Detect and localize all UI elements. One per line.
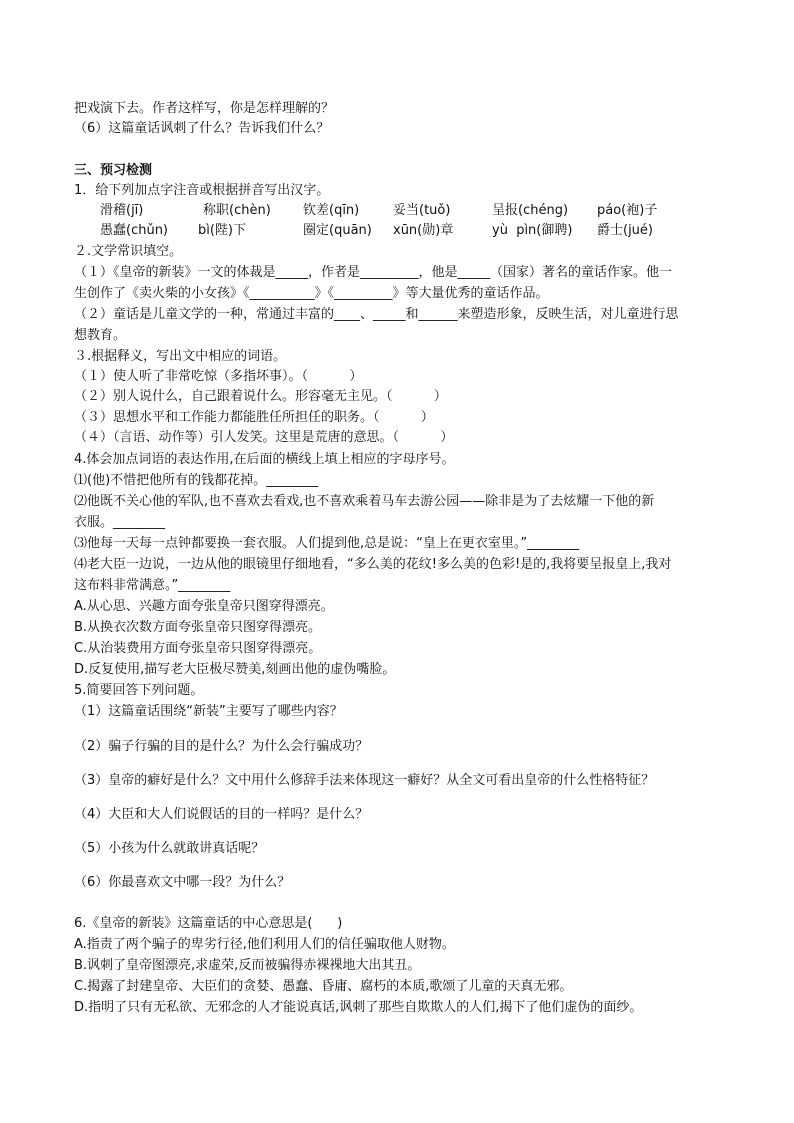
question-4-item: ⑶他每一天每一点钟都要换一套衣服。人们提到他,总是说：“皇上在更衣室里。”________ [74, 536, 580, 551]
option-a: A.指责了两个骗子的卑劣行径,他们利用人们的信任骗取他人财物。 [74, 937, 455, 952]
question-5-item: （6）你最喜欢文中哪一段？为什么？ [74, 875, 291, 890]
pinyin-item: yù pìn(御聘) [492, 223, 573, 238]
question-3: ３.根据释义，写出文中相应的词语。 [74, 349, 287, 364]
question-4-item: ⑷老大臣一边说，一边从他的眼镜里仔细地看，“多么美的花纹!多么美的色彩!是的,我将要呈报皇上,我对 [74, 557, 672, 572]
pinyin-item: 滑稽(jī) [100, 203, 144, 218]
question-2-line: （２）童话是儿童文学的一种，常通过丰富的____、_____和______来塑造形象，反映生活，对儿童进行思 [74, 307, 679, 322]
pinyin-item: 钦差(qīn) [303, 203, 360, 218]
pinyin-item: 称职(chèn) [203, 203, 271, 218]
question-5-item: （2）骗子行骗的目的是什么？为什么会行骗成功？ [74, 739, 369, 754]
question-4-item: 衣服。________ [74, 515, 166, 530]
pinyin-item: 愚蠢(chǔn) [100, 223, 169, 238]
question-5-item: （1）这篇童话围绕“新装”主要写了哪些内容？ [74, 704, 343, 719]
pinyin-item: 呈报(chéng) [492, 203, 569, 218]
question-5-item: （4）大臣和大人们说假话的目的一样吗？是什么？ [74, 807, 369, 822]
pinyin-item: bì(陛)下 [198, 223, 247, 238]
question-4-item: ⑴(他)不惜把他所有的钱都花掉。________ [74, 473, 319, 488]
question-5-item: （5）小孩为什么就敢讲真话呢？ [74, 841, 265, 856]
question-3-item: （３）思想水平和工作能力都能胜任所担任的职务。（ ） [74, 410, 434, 425]
pinyin-item: 爵士(jué) [597, 223, 653, 238]
question-2-line: 生创作了《卖火柴的小女孩》《__________》《_________》等大量优秀的童话作品。 [74, 286, 549, 301]
option-a: A.从心思、兴趣方面夸张皇帝只图穿得漂亮。 [74, 599, 334, 614]
option-c: C.从治装费用方面夸张皇帝只图穿得漂亮。 [74, 641, 322, 656]
pinyin-item: xūn(勋)章 [393, 223, 454, 238]
question-4-item: 这布料非常满意。”________ [74, 578, 231, 593]
text-line: 把戏演下去。作者这样写，你是怎样理解的？ [74, 101, 335, 116]
pinyin-item: 圈定(quān) [303, 223, 372, 238]
question-2-line: 想教育。 [74, 328, 127, 343]
option-d: D.反复使用,描写老大臣极尽赞美,刻画出他的虚伪嘴脸。 [74, 662, 396, 677]
question-6: 6.《皇帝的新装》这篇童话的中心意思是( ) [74, 916, 343, 931]
pinyin-item: páo(袍)子 [597, 203, 658, 218]
question-5: 5.简要回答下列问题。 [74, 683, 204, 698]
question-4-item: ⑵他既不关心他的军队,也不喜欢去看戏,也不喜欢乘着马车去游公园——除非是为了去炫耀一下他的新 [74, 494, 655, 509]
option-b: B.讽刺了皇帝图漂亮,求虚荣,反而被骗得赤裸裸地大出其丑。 [74, 958, 421, 973]
option-c: C.揭露了封建皇帝、大臣们的贪婪、愚蠢、昏庸、腐朽的本质,歌颂了儿童的天真无邪。 [74, 979, 573, 994]
question-2-line: （１）《皇帝的新装》一文的体裁是_____，作者是_________，他是_____（国家）著名的童话作家。他一 [74, 265, 673, 280]
pinyin-item: 妥当(tuǒ) [393, 203, 451, 218]
question-3-item: （１）使人听了非常吃惊（多指坏事）。（ ） [74, 369, 363, 384]
question-5-item: （3）皇帝的癖好是什么？文中用什么修辞手法来体现这一癖好？从全文可看出皇帝的什么性格特征？ [74, 773, 655, 788]
option-d: D.指明了只有无私欲、无邪念的人才能说真话,讽刺了那些自欺欺人的人们,揭下了他们虚伪的面纱。 [74, 1000, 643, 1015]
question-2: ２.文学常识填空。 [74, 244, 183, 259]
question-3-item: （４）（言语、动作等）引人发笑。这里是荒唐的意思。（ ） [74, 430, 454, 445]
question-4: 4.体会加点词语的表达作用,在后面的横线上填上相应的字母序号。 [74, 452, 455, 467]
section-heading: 三、预习检测 [74, 163, 153, 178]
question-1: 1．给下列加点字注音或根据拼音写出汉字。 [74, 183, 330, 198]
question-3-item: （２）别人说什么，自己跟着说什么。形容毫无主见。（ ） [74, 389, 447, 404]
question-6-prev: （6）这篇童话讽刺了什么？告诉我们什么？ [74, 121, 330, 136]
option-b: B.从换衣次数方面夸张皇帝只图穿得漂亮。 [74, 620, 322, 635]
